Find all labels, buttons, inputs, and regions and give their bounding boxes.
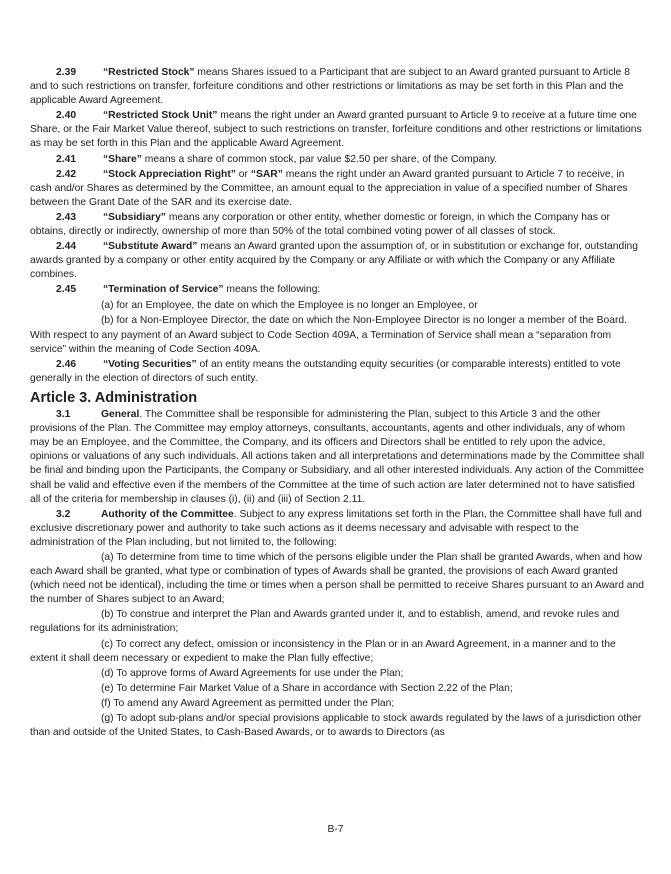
definition-text: means a share of common stock, par value $2.50 per share, of the Company.	[141, 153, 498, 165]
defined-term: “Voting Securities”	[103, 358, 197, 370]
page-number: B-7	[327, 824, 344, 835]
defined-term: “Stock Appreciation Right”	[103, 168, 236, 180]
definition-2-39	[30, 66, 645, 108]
section-number: 2.40	[56, 110, 77, 122]
defined-term: “Substitute Award”	[103, 241, 198, 253]
section-number: 2.39	[56, 67, 77, 78]
authority-item-c: (c) To correct any defect, omission or inconsistency in the Plan or in an Award Agreement, in a manner and to the extent it shall deem necessary or expedient to make the Plan fully effective;	[30, 638, 616, 664]
section-text: . The Committee shall be responsible for administering the Plan, subject to this Article 3 and the other provisions of the Plan. The Committee may employ attorneys, consultants, accountants, agents and other individuals, any of whom may be an Employee, and the Committee, the Company, and its officers and Directors shall be entitled to rely upon the advice, opinions or valuations of any such individuals. All actions taken and all interpretations and determinations made by the Committee shall be final and binding upon the Participants, the Company or Subsidiary, and all other interested individuals. Any action of the Committee shall be valid and effective even if the members of the Committee at the time of such action are later determined not to have satisfied all of the criteria for membership in clauses (i), (ii) and (iii) of Section 2.11.	[30, 409, 645, 505]
definition-2-44	[30, 240, 645, 282]
defined-term-alt: “SAR”	[250, 168, 283, 180]
article-heading: Article 3. Administration	[30, 390, 198, 407]
document-page	[30, 66, 645, 741]
definition-text: means the right under an Award granted pursuant to Article 9 to receive at a future time one Share, or the Fair Market Value thereof, subject to such restrictions on transfer, forfeiture conditions and other restrictions or limitations as may be set forth in this Plan and the applicable Award Agreement.	[30, 110, 642, 150]
authority-item-g: (g) To adopt sub-plans and/or special provisions applicable to stock awards regulated by the laws of a jurisdiction other than and outside of the United States, to Cash-Based Awards, or to awards to Directors (as	[30, 713, 642, 739]
definition-text: of an entity means the outstanding equity securities (or comparable interests) entitled to vote generally in the election of directors of such entity.	[30, 358, 621, 384]
defined-term: “Subsidiary”	[103, 211, 166, 223]
defined-term: “Share”	[103, 153, 142, 165]
definition-text: means any corporation or other entity, whether domestic or foreign, in which the Company has or obtains, directly or indirectly, ownership of more than 50% of the total combined voting power of all classes of stock.	[30, 211, 610, 238]
section-number: 2.44	[56, 241, 77, 253]
section-number: 2.46	[56, 358, 77, 370]
section-number: 2.45	[56, 284, 77, 296]
section-number: 2.41	[56, 153, 77, 165]
section-title: Authority of the Committee	[101, 508, 234, 520]
definition-text: means Shares issued to a Participant that are subject to an Award granted pursuant to Article 8 and to such restrictions on transfer, forfeiture conditions and other restrictions or limitations as may be set forth in this Plan and the applicable Award Agreement.	[30, 67, 630, 107]
section-number: 3.2	[56, 508, 71, 520]
termination-note: With respect to any payment of an Award subject to Code Section 409A, a Termination of Service shall mean a “separation from service” within the meaning of Code Section 409A.	[30, 329, 612, 355]
definition-text: means the following:	[223, 284, 321, 296]
section-number: 2.43	[56, 211, 77, 223]
authority-item-f: (f) To amend any Award Agreement as permitted under the Plan;	[101, 697, 395, 709]
section-title: General	[101, 409, 140, 421]
authority-item-e: (e) To determine Fair Market Value of a Share in accordance with Section 2.22 of the Plan;	[101, 682, 513, 694]
termination-clause-b: (b) for a Non-Employee Director, the date on which the Non-Employee Director is no longer a member of the Board.	[101, 314, 627, 326]
definition-2-46	[30, 358, 645, 386]
section-number: 2.42	[56, 168, 77, 180]
definition-2-40	[30, 109, 645, 151]
authority-item-d: (d) To approve forms of Award Agreements for use under the Plan;	[101, 667, 404, 679]
authority-item-b: (b) To construe and interpret the Plan and Awards granted under it, and to establish, amend, and revoke rules and regulations for its administration;	[30, 609, 620, 635]
definition-text: means an Award granted upon the assumption of, or in substitution or exchange for, outstanding awards granted by a company or other entity acquired by the Company or any Affiliate or with which the Company or any Affiliate combines.	[30, 241, 638, 281]
definition-2-45	[30, 283, 645, 297]
authority-item-a: (a) To determine from time to time which of the persons eligible under the Plan shall be granted Awards, when and how each Award shall be granted, what type or combination of types of Awards shall be granted, the provisions of each Award granted (which need not be identical), including the time or times when a person shall be permitted to receive Shares pursuant to an Award and the number of Shares subject to an Award;	[30, 552, 644, 606]
section-number: 3.1	[56, 409, 71, 421]
section-3-1	[30, 408, 645, 507]
defined-term: “Restricted Stock Unit”	[103, 110, 218, 122]
section-3-2	[30, 508, 645, 550]
definition-text: means the right under an Award granted pursuant to Article 7 to receive, in cash and/or Shares as determined by the Committee, an amount equal to the appreciation in value of a specified number of Shares between the Grant Date of the SAR and its exercise date.	[30, 168, 628, 208]
defined-term: “Termination of Service”	[103, 284, 224, 296]
defined-term: “Restricted Stock”	[103, 67, 195, 78]
definition-2-43	[30, 211, 645, 239]
definition-2-42	[30, 168, 645, 210]
section-text: . Subject to any express limitations set forth in the Plan, the Committee shall have full and exclusive discretionary power and authority to take such actions as it deems necessary and advisable with respect to the administration of the Plan including, but not limited to, the following:	[30, 508, 642, 548]
definition-2-41	[30, 153, 645, 167]
termination-clause-a: (a) for an Employee, the date on which the Employee is no longer an Employee, or	[101, 299, 478, 311]
connector-text: or	[235, 168, 251, 180]
